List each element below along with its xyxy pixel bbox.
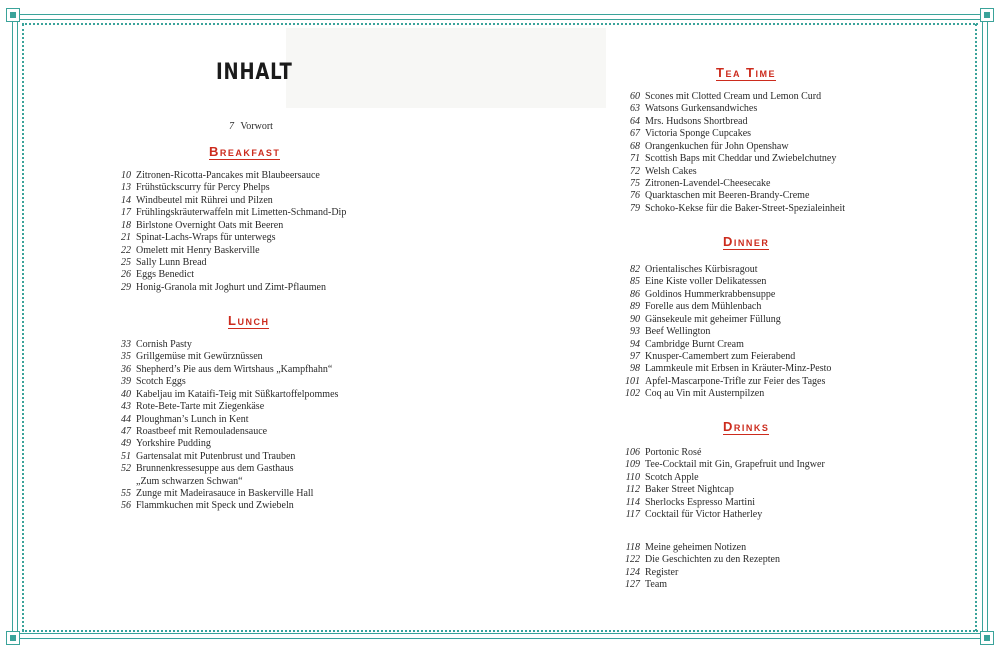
toc-entry	[119, 207, 379, 219]
toc-entry	[623, 264, 863, 276]
toc-entry-label: Forelle aus dem Mühlenbach	[645, 301, 762, 313]
toc-entry	[623, 363, 863, 375]
toc-entry	[623, 542, 863, 554]
toc-entry	[623, 447, 863, 459]
toc-page-number: 71	[630, 153, 640, 165]
toc-entry-label: Flammkuchen mit Speck und Zwiebeln	[136, 500, 294, 512]
toc-entry	[119, 463, 379, 475]
section-heading-dinner: Dinner	[723, 234, 770, 249]
toc-entry	[623, 351, 863, 363]
toc-entry-label: Frühlingskräuterwaffeln mit Limetten-Schmand-Dip	[136, 207, 347, 219]
appendix-list	[623, 542, 863, 592]
toc-entry	[623, 509, 863, 521]
toc-page-number: 60	[630, 91, 640, 102]
toc-entry-label: Coq au Vin mit Austernpilzen	[645, 388, 765, 400]
toc-entry-label: Die Geschichten zu den Rezepten	[645, 554, 780, 566]
toc-entry-label: Apfel-Mascarpone-Trifle zur Feier des Tages	[645, 375, 826, 387]
toc-entry-label: Scottish Baps mit Cheddar und Zwiebelchutney	[645, 153, 837, 165]
toc-page-number: 76	[630, 190, 640, 202]
toc-entry-label: Rote-Bete-Tarte mit Ziegenkäse	[136, 401, 265, 413]
toc-entry	[623, 497, 863, 509]
toc-page-number: 93	[630, 326, 640, 338]
toc-entry	[623, 579, 863, 591]
toc-page-number: 112	[625, 484, 640, 496]
toc-entry-label: Gartensalat mit Putenbrust und Trauben	[136, 450, 296, 462]
toc-entry-label: Scones mit Clotted Cream und Lemon Curd	[645, 91, 822, 102]
toc-entry-label: Beef Wellington	[645, 326, 711, 338]
toc-page-number: 75	[630, 177, 640, 189]
toc-page-number: 22	[121, 244, 131, 256]
toc-page-number: 13	[121, 182, 131, 194]
toc-entry	[623, 484, 863, 496]
toc-entry-label: Mrs. Hudsons Shortbread	[645, 115, 748, 127]
toc-entry-label: Vorwort	[240, 121, 273, 132]
toc-page-number: 29	[121, 281, 131, 293]
toc-page-number: 43	[121, 401, 131, 413]
toc-page-number: 90	[630, 313, 640, 325]
toc-entry-label: Portonic Rosé	[645, 447, 702, 458]
toc-page-number: 102	[625, 388, 640, 400]
section-heading-tea-time: Tea Time	[716, 65, 776, 80]
toc-entry-label: Team	[645, 579, 668, 591]
toc-entry	[623, 554, 863, 566]
toc-page-number: 39	[121, 376, 131, 388]
toc-entry-label: Zunge mit Madeirasauce in Baskerville Hall	[136, 488, 314, 500]
toc-entry	[623, 153, 863, 165]
toc-entry	[119, 500, 379, 512]
toc-entry-label: Tee-Cocktail mit Gin, Grapefruit und Ingwer	[645, 459, 825, 471]
toc-page-number: 26	[121, 269, 131, 281]
frame-dotted-bottom	[22, 630, 978, 632]
toc-entry	[623, 326, 863, 338]
toc-entry	[623, 567, 863, 579]
toc-entry-label: Roastbeef mit Remouladensauce	[136, 425, 268, 437]
toc-entry-label: Orangenkuchen für John Openshaw	[645, 140, 789, 152]
toc-entry-label: Ploughman’s Lunch in Kent	[136, 413, 249, 425]
toc-page-number: 124	[625, 566, 640, 578]
toc-page-number: 97	[630, 350, 640, 362]
toc-entry	[623, 116, 863, 128]
toc-page-number: 10	[121, 170, 131, 181]
toc-entry	[623, 276, 863, 288]
toc-entry-label: Kabeljau im Kataifi-Teig mit Süßkartoffelpommes	[136, 388, 339, 400]
toc-page-number: 44	[121, 413, 131, 425]
toc-page-number: 33	[121, 339, 131, 350]
toc-entry-label: Omelett mit Henry Baskerville	[136, 244, 260, 256]
frame-corner-ornament	[6, 631, 20, 645]
toc-entry-label: Knusper-Camembert zum Feierabend	[645, 350, 796, 362]
toc-page-number: 55	[121, 488, 131, 500]
toc-page-number: 109	[625, 459, 640, 471]
toc-entry-label: Cambridge Burnt Cream	[645, 338, 744, 350]
dinner-list	[623, 264, 863, 401]
toc-entry	[119, 376, 379, 388]
toc-entry-label: Baker Street Nightcap	[645, 484, 734, 496]
toc-page-number: 117	[625, 509, 640, 521]
toc-entry-label: Orientalisches Kürbisragout	[645, 264, 758, 275]
toc-entry	[119, 451, 379, 463]
toc-entry-label: Welsh Cakes	[645, 165, 697, 177]
tea-time-list	[623, 91, 863, 215]
toc-page-number: 94	[630, 338, 640, 350]
toc-entry	[623, 301, 863, 313]
toc-entry-label: Eggs Benedict	[136, 269, 195, 281]
toc-page-number: 72	[630, 165, 640, 177]
toc-page-number: 106	[625, 447, 640, 458]
toc-page-number: 79	[630, 202, 640, 214]
toc-entry	[623, 314, 863, 326]
toc-page-number: 35	[121, 351, 131, 363]
toc-entry	[119, 195, 379, 207]
toc-entry-label: Scotch Eggs	[136, 376, 186, 388]
toc-entry	[623, 128, 863, 140]
drinks-list	[623, 447, 863, 522]
toc-entry	[119, 488, 379, 500]
toc-entry	[623, 141, 863, 153]
toc-entry-label: Zitronen-Ricotta-Pancakes mit Blaubeersauce	[136, 170, 320, 181]
toc-page-number: 101	[625, 375, 640, 387]
toc-page-number: 64	[630, 115, 640, 127]
toc-entry	[623, 203, 863, 215]
toc-entry-label: Honig-Granola mit Joghurt und Zimt-Pflaumen	[136, 281, 326, 293]
toc-page-number: 36	[121, 363, 131, 375]
toc-entry-label: Schoko-Kekse für die Baker-Street-Spezialeinheit	[645, 202, 846, 214]
toc-entry-label: Spinat-Lachs-Wraps für unterwegs	[136, 232, 276, 244]
toc-page-number: 110	[625, 471, 640, 483]
toc-page-number: 56	[121, 500, 131, 512]
toc-entry-label: Zitronen-Lavendel-Cheesecake	[645, 177, 771, 189]
toc-page-number: 40	[121, 388, 131, 400]
toc-entry	[623, 190, 863, 202]
toc-entry	[119, 426, 379, 438]
toc-entry-label: Yorkshire Pudding	[136, 438, 211, 450]
frame-corner-ornament	[6, 8, 20, 22]
toc-entry-label: Cornish Pasty	[136, 339, 192, 350]
toc-entry	[623, 103, 863, 115]
toc-page-number: 25	[121, 256, 131, 268]
section-heading-lunch: Lunch	[228, 313, 270, 328]
toc-entry-label: Frühstückscurry für Percy Phelps	[136, 182, 270, 194]
toc-page-number: 122	[625, 554, 640, 566]
toc-entry	[623, 289, 863, 301]
frame-dotted-left	[22, 24, 24, 631]
toc-entry	[119, 414, 379, 426]
toc-entry	[119, 170, 379, 182]
section-heading-breakfast: Breakfast	[209, 144, 281, 159]
toc-entry	[119, 364, 379, 376]
toc-entry-label: Goldinos Hummerkrabbensuppe	[645, 288, 776, 300]
toc-page-number: 7	[229, 121, 234, 132]
toc-entry	[623, 339, 863, 351]
toc-entry	[623, 388, 863, 400]
toc-page-number: 17	[121, 207, 131, 219]
breakfast-list	[119, 170, 379, 294]
toc-entry-label: Sally Lunn Bread	[136, 256, 207, 268]
toc-page-number: 82	[630, 264, 640, 275]
toc-page-number: 52	[121, 463, 131, 475]
toc-entry	[119, 232, 379, 244]
toc-entry-label: Victoria Sponge Cupcakes	[645, 128, 752, 140]
toc-page-number: 86	[630, 288, 640, 300]
toc-entry	[623, 472, 863, 484]
toc-page-number: 63	[630, 103, 640, 115]
toc-entry-label: Sherlocks Espresso Martini	[645, 496, 755, 508]
toc-entry-label: Birlstone Overnight Oats mit Beeren	[136, 219, 284, 231]
toc-entry-label: Windbeutel mit Rührei und Pilzen	[136, 194, 273, 206]
toc-entry	[119, 389, 379, 401]
toc-entry	[623, 376, 863, 388]
toc-page-number: 51	[121, 450, 131, 462]
toc-entry-label: Shepherd’s Pie aus dem Wirtshaus „Kampfhahn“	[136, 363, 333, 375]
toc-entry-label: Quarktaschen mit Beeren-Brandy-Creme	[645, 190, 810, 202]
frame-dotted-right	[975, 24, 977, 631]
toc-page-number: 98	[630, 363, 640, 375]
toc-entry-label: Brunnenkressesuppe aus dem Gasthaus	[136, 463, 294, 475]
toc-entry	[623, 166, 863, 178]
toc-entry-vorwort	[229, 121, 273, 132]
toc-entry	[119, 220, 379, 232]
toc-entry	[119, 282, 379, 294]
toc-page-number: 127	[625, 579, 640, 591]
toc-entry-label: Grillgemüse mit Gewürznüssen	[136, 351, 263, 363]
toc-entry-label: Eine Kiste voller Delikatessen	[645, 276, 767, 288]
page-shading	[286, 28, 606, 108]
toc-page-number: 47	[121, 425, 131, 437]
toc-entry	[119, 182, 379, 194]
toc-entry-label: Lammkeule mit Erbsen in Kräuter-Minz-Pesto	[645, 363, 832, 375]
toc-page-number: 67	[630, 128, 640, 140]
toc-page-number: 114	[625, 496, 640, 508]
toc-entry-label: Cocktail für Victor Hatherley	[645, 509, 763, 521]
toc-entry-label: Gänsekeule mit geheimer Füllung	[645, 313, 781, 325]
toc-entry-label: Scotch Apple	[645, 471, 699, 483]
toc-entry	[623, 91, 863, 103]
toc-page-number: 14	[121, 194, 131, 206]
toc-page-number: 85	[630, 276, 640, 288]
toc-entry	[623, 459, 863, 471]
toc-entry	[119, 269, 379, 281]
toc-page-number: 21	[121, 232, 131, 244]
toc-entry	[119, 476, 379, 488]
frame-corner-ornament	[980, 8, 994, 22]
section-heading-drinks: Drinks	[723, 419, 770, 434]
toc-entry-label: Register	[645, 566, 679, 578]
toc-page-number: 18	[121, 219, 131, 231]
toc-entry	[623, 178, 863, 190]
toc-entry-label: „Zum schwarzen Schwan“	[136, 475, 243, 487]
toc-entry	[119, 401, 379, 413]
toc-entry	[119, 339, 379, 351]
toc-entry	[119, 257, 379, 269]
frame-corner-ornament	[980, 631, 994, 645]
toc-entry	[119, 438, 379, 450]
toc-page-number: 49	[121, 438, 131, 450]
lunch-list	[119, 339, 379, 513]
toc-entry-label: Watsons Gurkensandwiches	[645, 103, 758, 115]
toc-page-number: 118	[625, 542, 640, 553]
toc-page-number: 89	[630, 301, 640, 313]
frame-dotted-top	[22, 23, 978, 25]
toc-entry	[119, 245, 379, 257]
toc-entry-label: Meine geheimen Notizen	[645, 542, 747, 553]
toc-page-number: 68	[630, 140, 640, 152]
toc-entry	[119, 351, 379, 363]
page-title: INHALT	[216, 60, 293, 85]
